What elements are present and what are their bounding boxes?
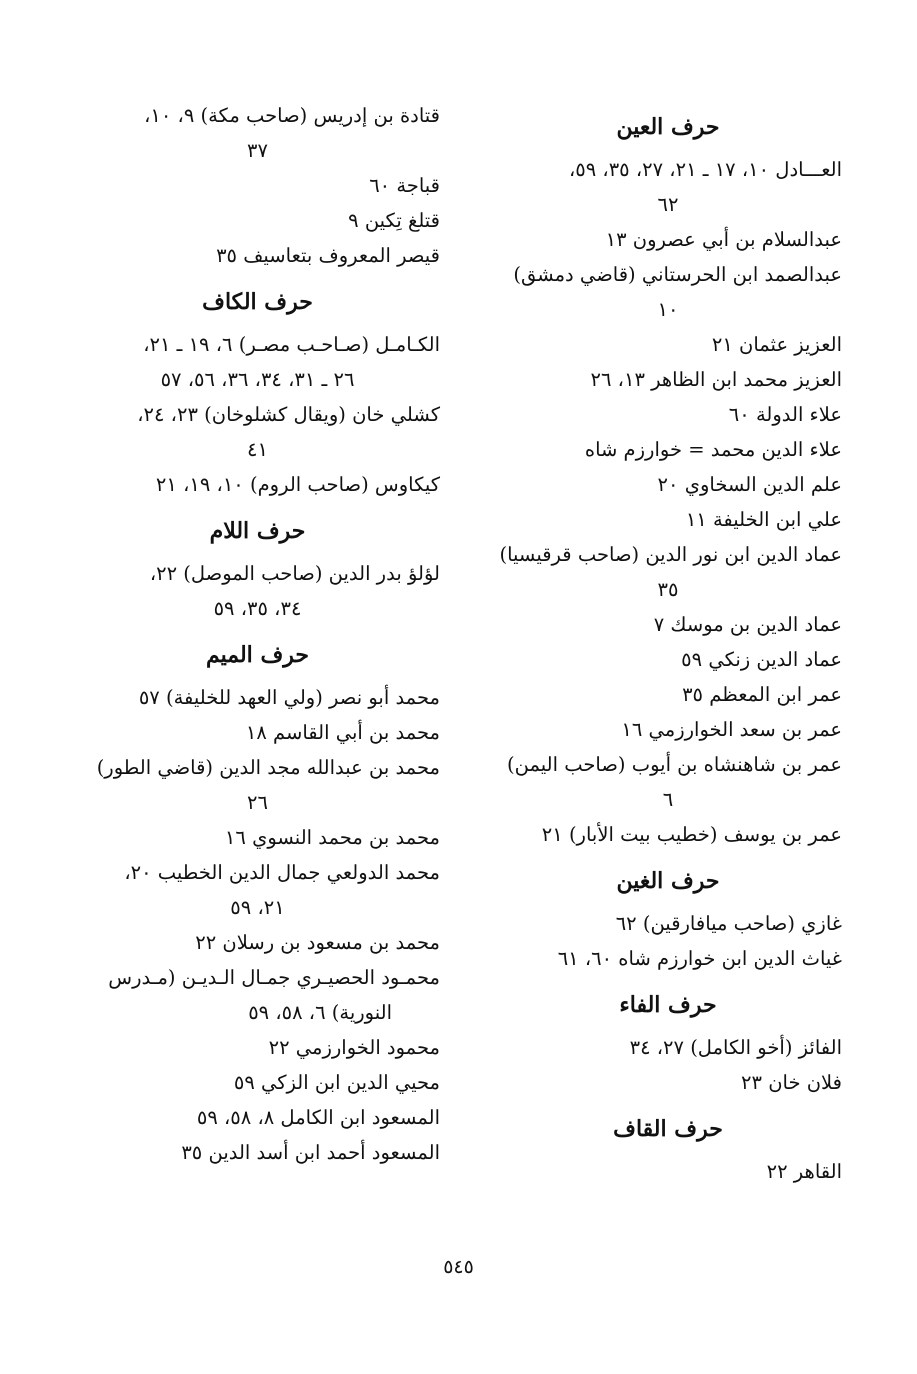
entry-text: عبدالسلام بن أبي عصرون ١٣: [605, 228, 842, 251]
index-entry: [494, 1065, 842, 1100]
index-entry: [75, 1100, 440, 1135]
entry-continuation: ٦: [662, 788, 674, 811]
entry-text: قتلغ تِكين ٩: [348, 209, 440, 232]
entry-text: لؤلؤ بدر الدين (صاحب الموصل) ٢٢،: [149, 562, 440, 585]
index-entry: [75, 397, 440, 467]
index-entry: [75, 1030, 440, 1065]
index-entry: [75, 925, 440, 960]
entry-continuation: ٢٦: [247, 791, 268, 814]
entry-continuation: ١٠: [657, 298, 679, 321]
entry-text: محمد بن عبدالله مجد الدين (قاضي الطور): [96, 756, 440, 779]
index-entry: [494, 537, 842, 607]
index-column-left: [75, 98, 440, 1170]
index-entry: [494, 712, 842, 747]
entry-continuation: ٣٧: [247, 139, 268, 162]
index-entry: [494, 467, 842, 502]
index-entry: [494, 362, 842, 397]
entry-text: محمد الدولعي جمال الدين الخطيب ٢٠،: [124, 861, 440, 884]
entry-continuation: ٦٢: [657, 193, 679, 216]
entry-text: العـــادل ١٠، ١٧ ـ ٢١، ٢٧، ٣٥، ٥٩،: [568, 158, 842, 181]
index-entry: [494, 747, 842, 817]
entry-text: عمر ابن المعظم ٣٥: [682, 683, 842, 706]
index-entry: [494, 432, 842, 467]
entry-continuation: ٢٦ ـ ٣١، ٣٤، ٣٦، ٥٦، ٥٧: [160, 368, 355, 391]
entry-text: علم الدين السخاوي ٢٠: [657, 473, 842, 496]
page-number: ٥٤٥: [443, 1256, 474, 1278]
index-entry: [494, 257, 842, 327]
index-entry: [494, 677, 842, 712]
entry-text: عمر بن يوسف (خطيب بيت الأبار) ٢١: [541, 823, 842, 846]
index-entry: [494, 1030, 842, 1065]
index-entry: [75, 203, 440, 238]
entry-text: محمد بن محمد النسوي ١٦: [224, 826, 440, 849]
entry-text: القاهر ٢٢: [766, 1160, 842, 1183]
entry-text: محمد أبو نصر (ولي العهد للخليفة) ٥٧: [138, 686, 440, 709]
entry-continuation: ٣٤، ٣٥، ٥٩: [213, 597, 302, 620]
section-heading: حرف العين: [616, 114, 720, 140]
entry-text: المسعود ابن الكامل ٨، ٥٨، ٥٩: [196, 1106, 440, 1129]
index-entry: [75, 98, 440, 168]
entry-text: فلان خان ٢٣: [741, 1071, 842, 1094]
entry-text: كيكاوس (صاحب الروم) ١٠، ١٩، ٢١: [155, 473, 440, 496]
entry-text: محمود الخوارزمي ٢٢: [268, 1036, 440, 1059]
entry-text: العزيز عثمان ٢١: [711, 333, 842, 356]
entry-text: محمد بن أبي القاسم ١٨: [245, 721, 440, 744]
section-heading: حرف الغين: [616, 868, 720, 894]
entry-text: عمر بن شاهنشاه بن أيوب (صاحب اليمن): [507, 753, 842, 776]
index-entry: [75, 715, 440, 750]
entry-text: الكـامـل (صـاحـب مصـر) ٦، ١٩ ـ ٢١،: [143, 333, 440, 356]
index-entry: [494, 1154, 842, 1189]
index-entry: [75, 467, 440, 502]
section-heading: حرف القاف: [613, 1116, 723, 1142]
index-entry: [75, 750, 440, 820]
index-entry: [494, 906, 842, 941]
entry-continuation: ٢١، ٥٩: [230, 896, 285, 919]
entry-text: علاء الدين محمد = خوارزم شاه: [584, 438, 842, 461]
index-entry: [75, 1135, 440, 1170]
index-entry: [75, 327, 440, 397]
entry-text: عماد الدين بن موسك ٧: [653, 613, 842, 636]
index-entry: [494, 152, 842, 222]
entry-text: قتادة بن إدريس (صاحب مكة) ٩، ١٠،: [144, 104, 440, 127]
entry-text: غياث الدين ابن خوارزم شاه ٦٠، ٦١: [557, 947, 842, 970]
index-entry: [75, 960, 440, 1030]
index-entry: [494, 607, 842, 642]
index-entry: [75, 238, 440, 273]
entry-continuation: ٤١: [247, 438, 268, 461]
entry-continuation: النورية) ٦، ٥٨، ٥٩: [248, 1001, 392, 1024]
entry-text: غازي (صاحب ميافارقين) ٦٢: [615, 912, 842, 935]
entry-text: محمـود الحصيـري جمـال الـديـن (مـدرس: [108, 966, 440, 989]
section-heading: حرف الكاف: [202, 289, 313, 315]
entry-continuation: ٣٥: [657, 578, 679, 601]
index-entry: [75, 1065, 440, 1100]
index-entry: [494, 941, 842, 976]
index-entry: [494, 642, 842, 677]
index-entry: [75, 168, 440, 203]
entry-text: قباجة ٦٠: [369, 174, 440, 197]
entry-text: قيصر المعروف بتعاسيف ٣٥: [216, 244, 440, 267]
entry-text: عبدالصمد ابن الحرستاني (قاضي دمشق): [513, 263, 842, 286]
index-entry: [494, 327, 842, 362]
index-entry: [494, 817, 842, 852]
entry-text: الفائز (أخو الكامل) ٢٧، ٣٤: [629, 1036, 842, 1059]
entry-text: علاء الدولة ٦٠: [728, 403, 842, 426]
index-entry: [494, 502, 842, 537]
entry-text: المسعود أحمد ابن أسد الدين ٣٥: [181, 1141, 440, 1164]
entry-text: علي ابن الخليفة ١١: [685, 508, 842, 531]
entry-text: محمد بن مسعود بن رسلان ٢٢: [195, 931, 440, 954]
entry-text: محيي الدين ابن الزكي ٥٩: [233, 1071, 440, 1094]
entry-text: كشلي خان (ويقال كشلوخان) ٢٣، ٢٤،: [137, 403, 440, 426]
section-heading: حرف الفاء: [619, 992, 717, 1018]
section-heading: حرف اللام: [209, 518, 306, 544]
index-entry: [75, 556, 440, 626]
entry-text: العزيز محمد ابن الظاهر ١٣، ٢٦: [590, 368, 842, 391]
section-heading: حرف الميم: [205, 642, 310, 668]
entry-text: عمر بن سعد الخوارزمي ١٦: [621, 718, 842, 741]
index-entry: [494, 222, 842, 257]
entry-text: عماد الدين زنكي ٥٩: [681, 648, 842, 671]
index-entry: [75, 855, 440, 925]
index-column-right: [494, 98, 842, 1189]
index-entry: [75, 680, 440, 715]
index-entry: [494, 397, 842, 432]
entry-text: عماد الدين ابن نور الدين (صاحب قرقيسيا): [499, 543, 842, 566]
index-entry: [75, 820, 440, 855]
